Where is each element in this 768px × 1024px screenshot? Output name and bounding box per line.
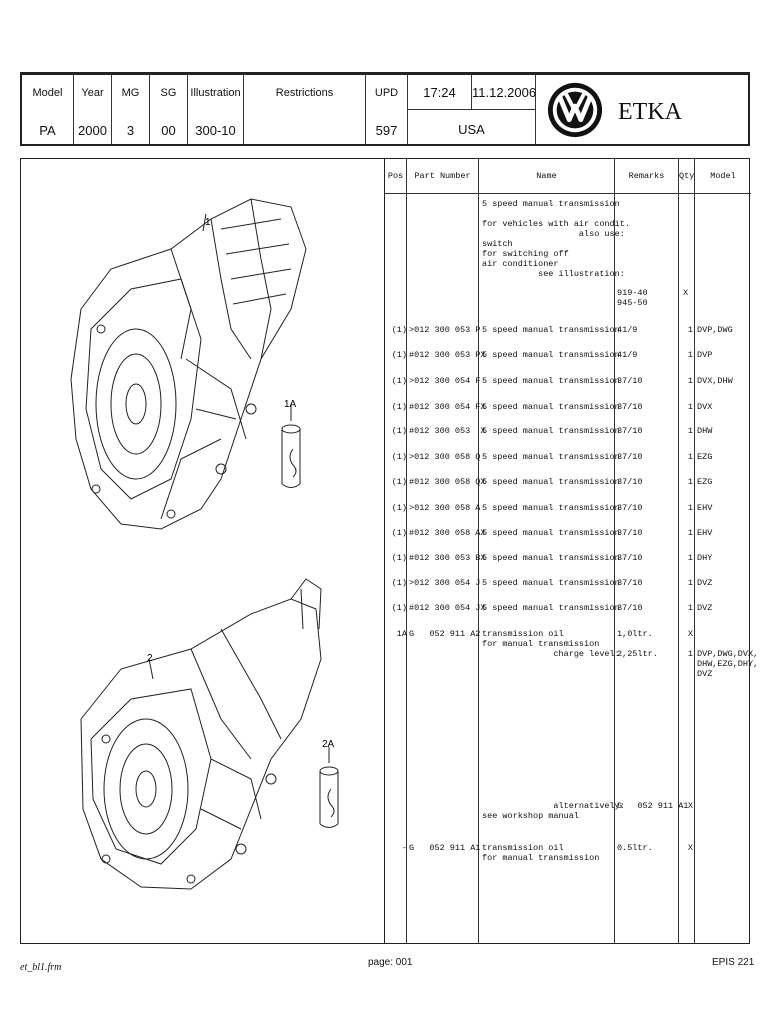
- row-5-part: >012 300 058 Q: [409, 452, 481, 462]
- col-qty: [679, 159, 695, 943]
- row-1-name: 5 speed manual transmission: [482, 350, 620, 360]
- model-value: PA: [39, 123, 56, 138]
- row-6-model: EZG: [697, 477, 713, 487]
- row-3-name: 5 speed manual transmission: [482, 402, 620, 412]
- row-4-qty: 1: [687, 426, 693, 436]
- row-2-part: >012 300 054 F: [409, 376, 481, 386]
- row-10-model: DVZ: [697, 578, 713, 588]
- restrictions-cell: [244, 75, 366, 145]
- row-12-pos: 1A: [396, 629, 407, 639]
- row-3-pos: (1): [391, 402, 407, 412]
- row-12-part: G 052 911 A2: [409, 629, 481, 639]
- row-8-part: #012 300 058 AX: [409, 528, 486, 538]
- row-8-name: 5 speed manual transmission: [482, 528, 620, 538]
- row-4-model: DHW: [697, 426, 713, 436]
- row-8-pos: (1): [391, 528, 407, 538]
- row-6-qty: 1: [687, 477, 693, 487]
- intro-remarks: 919-40 945-50: [617, 288, 648, 308]
- row-9-remarks: 37/10: [617, 553, 643, 563]
- row-5-remarks: 37/10: [617, 452, 643, 462]
- row-5-qty: 1: [687, 452, 693, 462]
- row-1-part: #012 300 053 PX: [409, 350, 486, 360]
- callout-2: 2: [147, 653, 153, 664]
- row-5-pos: (1): [391, 452, 407, 462]
- row-6-name: 5 speed manual transmission: [482, 477, 620, 487]
- row-2-remarks: 37/10: [617, 376, 643, 386]
- row-14-remarks: 0.5ltr.: [617, 843, 653, 853]
- illustration-label: Illustration: [190, 87, 241, 99]
- row-9-model: DHY: [697, 553, 713, 563]
- row-6-pos: (1): [391, 477, 407, 487]
- row-3-part: #012 300 054 FX: [409, 402, 486, 412]
- row-0-name: 5 speed manual transmission: [482, 325, 620, 335]
- row-4-remarks: 37/10: [617, 426, 643, 436]
- row-10-qty: 1: [687, 578, 693, 588]
- col-part: [407, 159, 486, 943]
- illustration-cell: [188, 75, 244, 145]
- etka-brand: ETKA: [618, 99, 682, 125]
- row-8-model: EHV: [697, 528, 713, 538]
- row-1-qty: 1: [687, 350, 693, 360]
- transmission-2-drawing: [81, 579, 321, 889]
- time-value: 17:24: [423, 85, 456, 100]
- row-4-part: #012 300 053 X: [409, 426, 486, 436]
- date-value: 11.12.2006: [472, 85, 537, 100]
- restrictions-label: Restrictions: [275, 87, 334, 99]
- mg-cell: [112, 75, 150, 145]
- row-14-part: G 052 911 A1: [409, 843, 481, 853]
- row-13-qty: X: [687, 801, 693, 811]
- row-1-model: DVP: [697, 350, 713, 360]
- row-3-remarks: 37/10: [617, 402, 643, 412]
- row-2-model: DVX,DHW: [697, 376, 733, 386]
- row-10-remarks: 37/10: [617, 578, 643, 588]
- row-11-name: 5 speed manual transmission: [482, 603, 620, 613]
- date-cell: [472, 75, 536, 110]
- model-label: Model: [32, 87, 63, 99]
- row-7-part: >012 300 058 A: [409, 503, 481, 513]
- row-1-pos: (1): [391, 350, 407, 360]
- row-5-model: EZG: [697, 452, 713, 462]
- row-8-remarks: 37/10: [617, 528, 643, 538]
- year-label: Year: [81, 87, 104, 99]
- row-11-pos: (1): [391, 603, 407, 613]
- transmission-drawing: [21, 159, 385, 943]
- row-0-remarks: 41/9: [617, 325, 638, 335]
- row-12-qty-top: X: [687, 629, 693, 639]
- row-9-qty: 1: [687, 553, 693, 563]
- row-1-remarks: 41/9: [617, 350, 638, 360]
- row-5-name: 5 speed manual transmission: [482, 452, 620, 462]
- col-pos-header: Pos: [387, 171, 404, 181]
- row-11-part: #012 300 054 JX: [409, 603, 486, 613]
- row-0-part: >012 300 053 P: [409, 325, 481, 335]
- row-7-remarks: 37/10: [617, 503, 643, 513]
- footer-page: page: 001: [368, 957, 413, 968]
- illustration-value: 300-10: [195, 123, 236, 138]
- row-9-part: #012 300 053 BX: [409, 553, 486, 563]
- row-4-pos: (1): [391, 426, 407, 436]
- row-14-pos: -: [401, 843, 407, 853]
- row-13-name: alternatively: see workshop manual: [482, 801, 625, 821]
- row-10-pos: (1): [391, 578, 407, 588]
- year-cell: [74, 75, 112, 145]
- content-area: [20, 158, 759, 944]
- oil-can-1a-drawing: [282, 405, 300, 488]
- row-0-model: DVP,DWG: [697, 325, 733, 335]
- parts-table: [385, 159, 759, 943]
- row-12-remarks: 1,0ltr. 2,25ltr.: [617, 629, 658, 659]
- footer-epis: EPIS 221: [712, 957, 755, 968]
- row-4-name: 5 speed manual transmission: [482, 426, 620, 436]
- upd-cell: [366, 75, 408, 145]
- row-12-name: transmission oil for manual transmission charge level:: [482, 629, 620, 659]
- row-12-model: DVP,DWG,DVX, DHW,EZG,DHY, DVZ: [697, 649, 759, 679]
- illustration-panel: [21, 159, 385, 943]
- region-value: USA: [458, 122, 485, 137]
- row-2-pos: (1): [391, 376, 407, 386]
- col-remarks-header: Remarks: [628, 171, 665, 181]
- upd-value: 597: [375, 123, 398, 138]
- region-cell: [408, 110, 536, 145]
- row-3-qty: 1: [687, 402, 693, 412]
- row-14-qty: X: [687, 843, 693, 853]
- row-14-name: transmission oil for manual transmission: [482, 843, 600, 863]
- sg-label: SG: [160, 87, 177, 99]
- row-10-part: >012 300 054 J: [409, 578, 481, 588]
- row-10-name: 5 speed manual transmission: [482, 578, 620, 588]
- row-3-model: DVX: [697, 402, 713, 412]
- sg-cell: [150, 75, 188, 145]
- row-11-qty: 1: [687, 603, 693, 613]
- upd-label: UPD: [374, 87, 399, 99]
- row-11-model: DVZ: [697, 603, 713, 613]
- sg-value: 00: [161, 123, 176, 138]
- row-7-pos: (1): [391, 503, 407, 513]
- row-7-qty: 1: [687, 503, 693, 513]
- row-7-name: 5 speed manual transmission: [482, 503, 620, 513]
- mg-label: MG: [121, 87, 140, 99]
- model-cell: [22, 75, 74, 145]
- row-0-pos: (1): [391, 325, 407, 335]
- col-model: [695, 159, 759, 943]
- row-0-qty: 1: [687, 325, 693, 335]
- intro-qty: X: [683, 288, 689, 298]
- row-12-qty: 1: [687, 649, 693, 659]
- callout-1: 1: [205, 217, 211, 228]
- time-cell: [408, 75, 472, 110]
- oil-can-2a-drawing: [320, 747, 338, 828]
- row-6-remarks: 37/10: [617, 477, 643, 487]
- callout-2a: 2A: [322, 739, 335, 750]
- header-bar: [20, 72, 750, 146]
- transmission-1-drawing: [71, 199, 306, 529]
- row-6-part: #012 300 058 QX: [409, 477, 486, 487]
- col-part-header: Part Number: [414, 171, 471, 181]
- row-8-qty: 1: [687, 528, 693, 538]
- row-9-name: 5 speed manual transmission: [482, 553, 620, 563]
- vw-logo-icon: [546, 81, 604, 139]
- row-11-remarks: 37/10: [617, 603, 643, 613]
- footer-file: et_bl1.frm: [20, 962, 62, 973]
- col-pos: [385, 159, 407, 943]
- col-qty-header: Qty: [679, 171, 695, 181]
- col-model-header: Model: [710, 171, 736, 181]
- col-name-header: Name: [536, 171, 557, 181]
- year-value: 2000: [78, 123, 107, 138]
- row-9-pos: (1): [391, 553, 407, 563]
- callout-1a: 1A: [284, 399, 297, 410]
- intro-name: 5 speed manual transmission for vehicles with air condit. also use: switch for switching off air conditioner see illustration:: [482, 199, 630, 279]
- row-2-qty: 1: [687, 376, 693, 386]
- row-7-model: EHV: [697, 503, 713, 513]
- row-13-remarks: G 052 911 A1: [617, 801, 689, 811]
- row-2-name: 5 speed manual transmission: [482, 376, 620, 386]
- mg-value: 3: [126, 123, 135, 138]
